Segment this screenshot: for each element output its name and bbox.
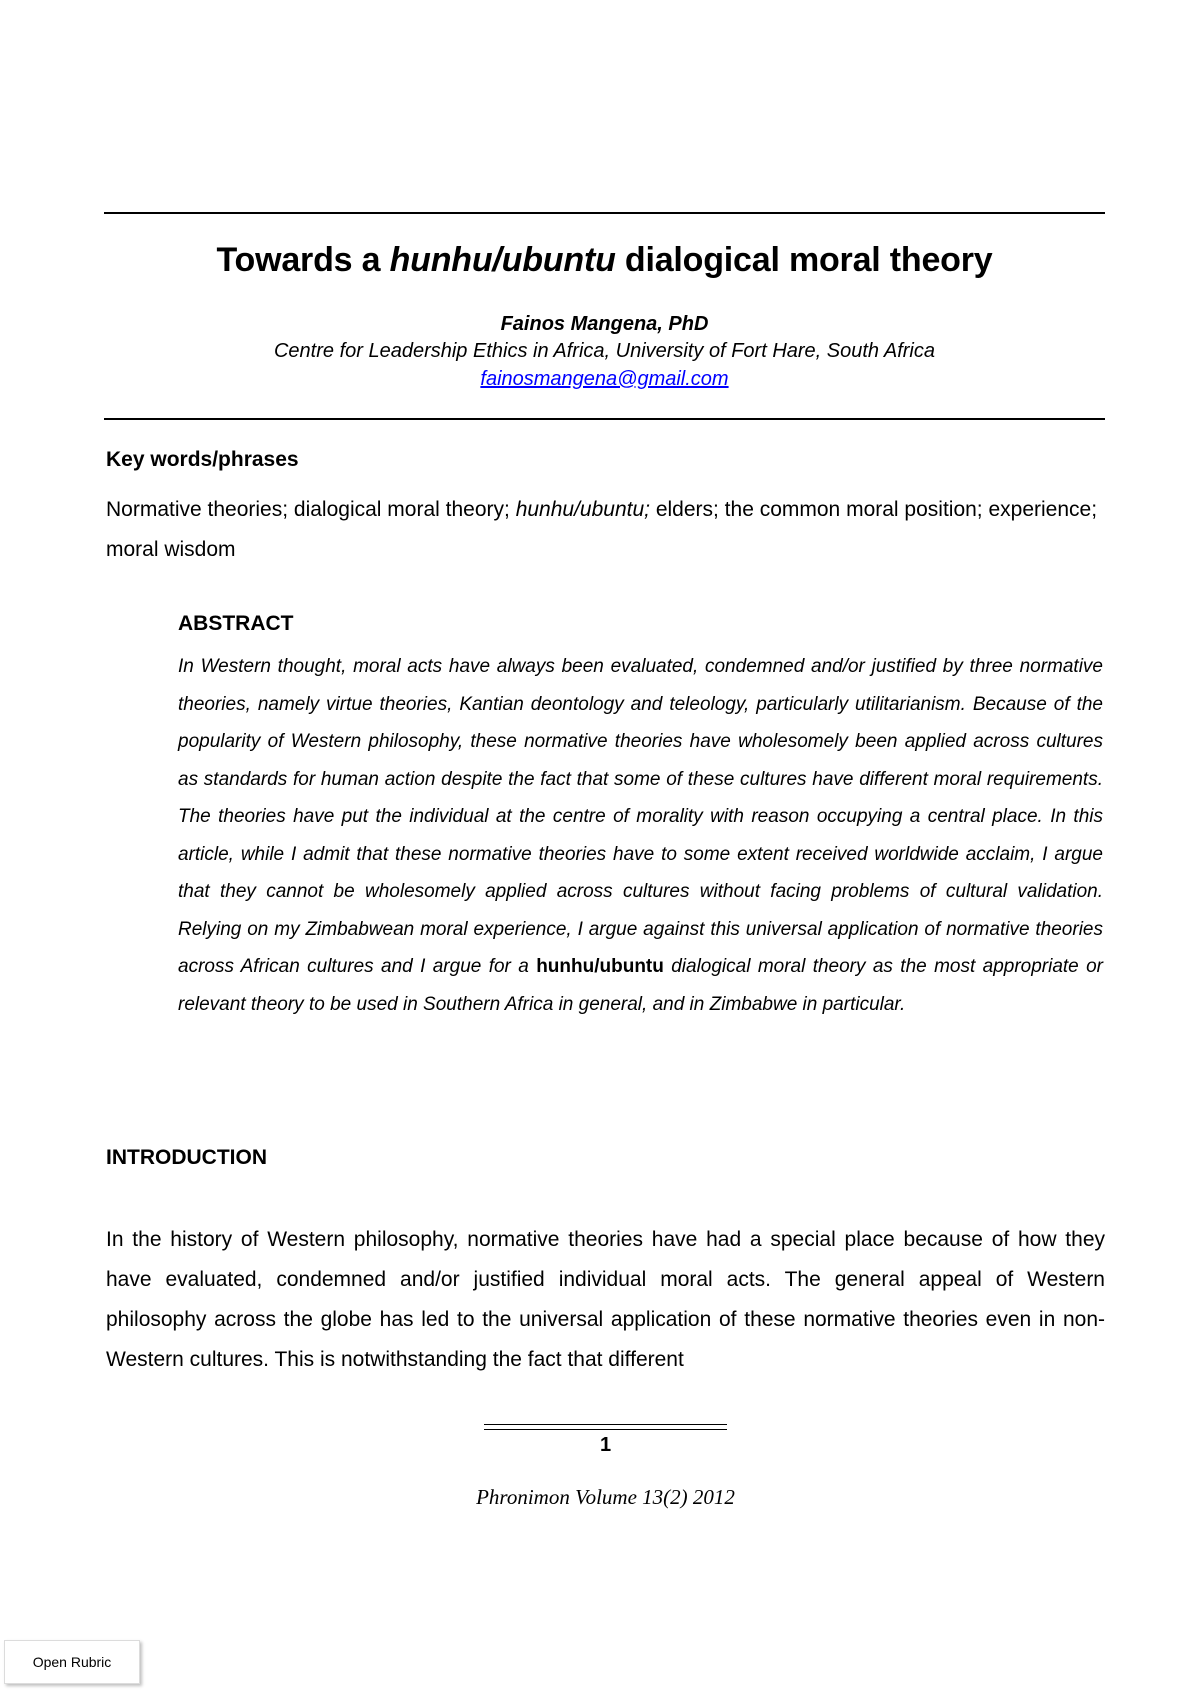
- abstract-text-post: dialogical moral theory as the most appropriate or relevant theory to be used in Southern Africa in general, and in Zimbabwe in particular.: [178, 956, 1104, 1015]
- title-suffix: dialogical moral theory: [615, 241, 993, 279]
- paper-title: [104, 241, 1105, 280]
- footer-rule-upper: [484, 1424, 727, 1425]
- keywords-text: [106, 490, 1105, 570]
- journal-footer: Phronimon Volume 13(2) 2012: [476, 1485, 735, 1509]
- keywords-text-pre: Normative theories; dialogical moral theory;: [106, 498, 516, 521]
- footer-rule-lower: [484, 1429, 727, 1430]
- title-italic: hunhu/ubuntu: [389, 241, 616, 279]
- keywords-heading: Key words/phrases: [106, 448, 299, 471]
- header-bottom-rule: [104, 418, 1105, 420]
- page-number: 1: [599, 1434, 612, 1456]
- author-email: [104, 368, 1105, 391]
- email-link[interactable]: fainosmangena@gmail.com: [480, 368, 729, 390]
- abstract-heading: ABSTRACT: [178, 612, 294, 635]
- keywords-text-italic: hunhu/ubuntu;: [515, 498, 650, 521]
- introduction-text: In the history of Western philosophy, normative theories have had a special place because of how they have evaluated, condemned and/or justified individual moral acts. The general appeal of Western philosophy across the globe has led to the universal application of these normative theories even in non-Western cultures. This is notwithstanding the fact that different: [106, 1228, 1105, 1371]
- title-prefix: Towards a: [216, 241, 390, 279]
- abstract-text-bold: hunhu/ubuntu: [536, 956, 664, 977]
- header-top-rule: [104, 212, 1105, 214]
- abstract-text-pre: In Western thought, moral acts have always been evaluated, condemned and/or justified by three normative theories, namely virtue theories, Kantian deontology and teleology, particularly utilitarianism. Because of the popularity of Western philosophy, these normative theories have wholesomely been applied across cultures as standards for human action despite the fact that some of these cultures have different moral requirements. The theories have put the individual at the centre of morality with reason occupying a central place. In this article, while I admit that these normative theories have to some extent received worldwide acclaim, I argue that they cannot be wholesomely applied across cultures without facing problems of cultural validation. Relying on my Zimbabwean moral experience, I argue against this universal application of normative theories across African cultures and I argue for a: [178, 656, 1103, 977]
- keywords-text-post: elders; the common moral position; experience; moral wisdom: [106, 498, 1098, 561]
- introduction-heading: INTRODUCTION: [106, 1146, 267, 1169]
- abstract-text: [178, 648, 1103, 1023]
- author-name: Fainos Mangena, PhD: [500, 313, 709, 335]
- author-affiliation: Centre for Leadership Ethics in Africa, University of Fort Hare, South Africa: [273, 340, 935, 362]
- open-rubric-button[interactable]: Open Rubric: [4, 1640, 140, 1684]
